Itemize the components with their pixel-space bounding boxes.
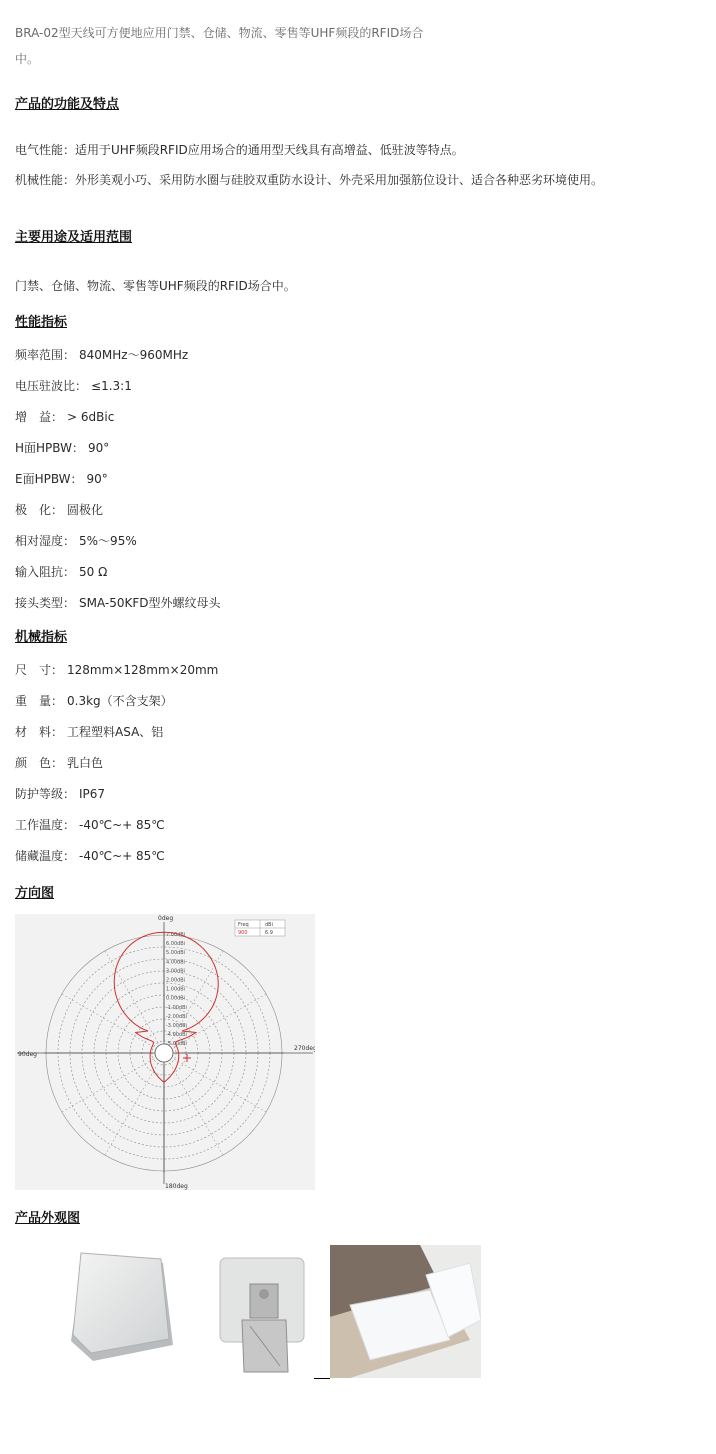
performance-heading: 性能指标 xyxy=(15,315,68,330)
polar-spoke xyxy=(60,1059,154,1113)
ring-label: -5.00dBi xyxy=(166,1041,187,1048)
angle-label-90: 90deg xyxy=(18,1051,37,1058)
spec-label: 材 料： xyxy=(15,725,64,739)
polar-spoke xyxy=(170,1063,224,1157)
spec-value: 840MHz～960MHz xyxy=(79,348,189,362)
ring-label: 3.00dBi xyxy=(166,968,186,975)
spec-humidity xyxy=(15,533,137,549)
intro-line-2: 中。 xyxy=(15,52,40,66)
ring-label: 2.00dBi xyxy=(166,977,186,984)
polar-spoke xyxy=(60,993,154,1047)
spec-value: 90° xyxy=(86,472,108,486)
ring-label: -2.00dBi xyxy=(166,1013,187,1020)
mechanical-performance: 机械性能：外形美观小巧、采用防水圈与硅胶双重防水设计、外壳采用加强筋位设计、适合各种恶劣环境使用。 xyxy=(15,173,604,187)
legend-col2: dBi xyxy=(265,922,273,928)
angle-label-180: 180deg xyxy=(165,1183,188,1190)
spec-label: 极 化： xyxy=(15,503,64,517)
legend-val2: 6.9 xyxy=(265,930,273,936)
ring-label: 1.00dBi xyxy=(166,986,186,993)
spec-weight xyxy=(15,693,173,709)
appearance-heading: 产品外观图 xyxy=(15,1211,81,1226)
spec-material xyxy=(15,724,163,740)
pattern-heading: 方向图 xyxy=(15,886,55,901)
spec-value: > 6dBic xyxy=(67,410,115,424)
spec-value: 50 Ω xyxy=(79,565,108,579)
product-photo-packaging xyxy=(330,1245,481,1378)
ring-label: -3.00dBi xyxy=(166,1023,187,1029)
spec-impedance xyxy=(15,564,107,580)
ring-label: -1.00dBi xyxy=(166,1004,187,1011)
spec-value: 128mm×128mm×20mm xyxy=(67,663,219,677)
spec-label: 工作温度： xyxy=(15,818,76,832)
spec-vswr xyxy=(15,378,132,394)
ring-label: 5.00dBi xyxy=(166,950,186,957)
ring-label: 6.00dBi xyxy=(166,941,186,948)
spec-label: 相对湿度： xyxy=(15,534,76,548)
polar-spoke xyxy=(174,1059,268,1113)
spec-label: 尺 寸： xyxy=(15,663,64,677)
spec-value: SMA-50KFD型外螺纹母头 xyxy=(79,596,221,610)
electrical-performance: 电气性能：适用于UHF频段RFID应用场合的通用型天线具有高增益、低驻波等特点。 xyxy=(15,143,464,157)
spec-polarization xyxy=(15,502,103,518)
usage-heading: 主要用途及适用范围 xyxy=(15,230,133,245)
spec-label: 输入阻抗： xyxy=(15,565,76,579)
spec-storage-temp xyxy=(15,848,165,864)
polar-spoke xyxy=(104,949,158,1043)
spec-value: -40℃~+ 85℃ xyxy=(79,849,165,863)
spec-label: 重 量： xyxy=(15,694,64,708)
mechanical-heading: 机械指标 xyxy=(15,630,68,645)
polar-spoke xyxy=(104,1063,158,1157)
spec-h-hpbw xyxy=(15,440,109,456)
spec-label: E面HPBW： xyxy=(15,472,83,486)
spec-dimensions xyxy=(15,662,218,678)
spec-frequency xyxy=(15,347,188,363)
spec-gain xyxy=(15,409,114,425)
spec-label: 频率范围： xyxy=(15,348,76,362)
angle-label-270: 270deg xyxy=(294,1045,315,1052)
features-heading: 产品的功能及特点 xyxy=(15,97,120,112)
legend-col1: Freq xyxy=(238,922,249,928)
spec-ip-rating xyxy=(15,786,105,802)
spec-label: 接头类型： xyxy=(15,596,76,610)
spec-label: 颜 色： xyxy=(15,756,64,770)
intro-line-1: BRA-02型天线可方便地应用门禁、仓储、物流、零售等UHF频段的RFID场合 xyxy=(15,26,424,40)
usage-text: 门禁、仓储、物流、零售等UHF频段的RFID场合中。 xyxy=(15,279,296,293)
spec-label: 电压驻波比： xyxy=(15,379,88,393)
spec-value: 圆极化 xyxy=(67,503,104,517)
spec-e-hpbw xyxy=(15,471,108,487)
spec-value: 90° xyxy=(87,441,110,455)
spec-value: 0.3kg（不含支架） xyxy=(67,694,173,708)
angle-label-0: 0deg xyxy=(158,915,174,922)
polar-spoke xyxy=(174,993,268,1047)
ring-label: 4.00dBi xyxy=(166,959,186,966)
spec-label: 增 益： xyxy=(15,410,64,424)
radiation-pattern-figure xyxy=(15,914,315,1190)
spec-value: IP67 xyxy=(79,787,106,801)
spec-value: -40℃~+ 85℃ xyxy=(79,818,165,832)
radiation-pattern-svg xyxy=(15,914,315,1190)
spec-label: 储藏温度： xyxy=(15,849,76,863)
ring-label: 0.00dBi xyxy=(166,995,186,1002)
ring-label: -4.00dBi xyxy=(166,1032,187,1039)
spec-operating-temp xyxy=(15,817,165,833)
spec-value: 工程塑料ASA、铝 xyxy=(67,725,164,739)
ring-label: 7.00dBi xyxy=(166,932,186,938)
decorative-dash xyxy=(314,1378,330,1379)
spec-label: H面HPBW： xyxy=(15,441,84,455)
spec-label: 防护等级： xyxy=(15,787,76,801)
spec-connector xyxy=(15,595,221,611)
spec-value: ≤1.3:1 xyxy=(91,379,132,393)
legend-val1: 900 xyxy=(238,930,248,936)
spec-value: 5%～95% xyxy=(79,534,137,548)
cursor-marker xyxy=(183,1054,191,1062)
product-photo-front xyxy=(63,1249,187,1373)
product-photo-back xyxy=(214,1254,310,1374)
polar-grid xyxy=(17,922,313,1184)
spec-color xyxy=(15,755,103,771)
pattern-legend xyxy=(235,920,285,936)
spec-value: 乳白色 xyxy=(67,756,104,770)
